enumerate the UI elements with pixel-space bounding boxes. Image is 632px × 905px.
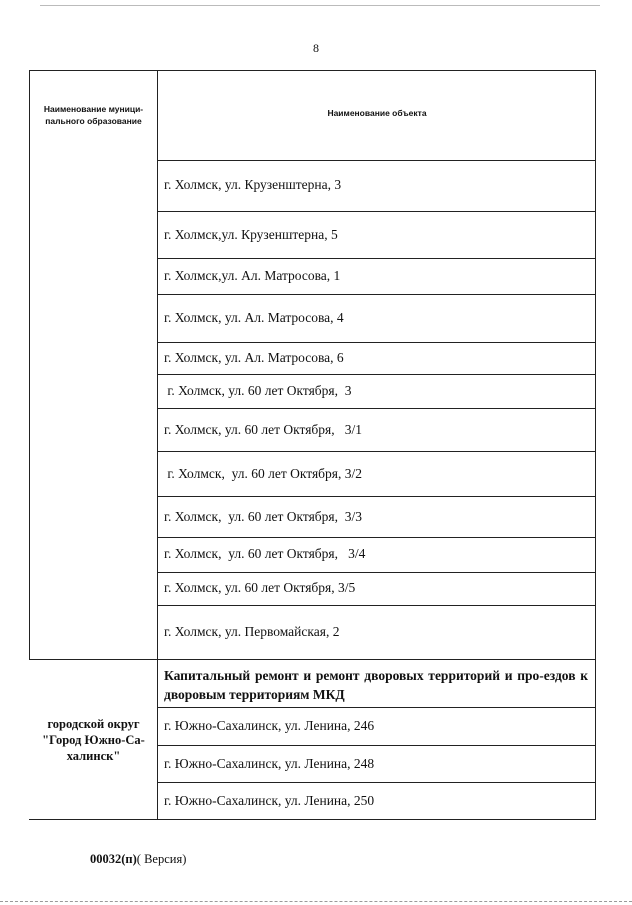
table-cell-object: г. Холмск, ул. 60 лет Октября, 3/3 [164, 509, 362, 524]
table-cell-object: г. Холмск, ул. 60 лет Октября, 3/2 [164, 466, 362, 481]
row-line [157, 496, 596, 497]
table-cell-object: г. Холмск, ул. Ал. Матросова, 6 [164, 350, 344, 365]
row-line [157, 451, 596, 452]
table-cell-object: г. Холмск, ул. Первомайская, 2 [164, 624, 340, 639]
table-cell-object: г. Холмск, ул. 60 лет Октября, 3 [164, 383, 352, 398]
row-line [157, 782, 596, 783]
header-object: Наименование объекта [327, 108, 427, 118]
table-cell-object: г. Южно-Сахалинск, ул. Ленина, 248 [164, 756, 375, 771]
table-top-border [29, 70, 596, 71]
municipality-name: городской округ "Город Южно-Са-халинск" [42, 717, 145, 763]
document-code [90, 852, 186, 867]
header-municipality: Наименование муници-пального образование [43, 104, 144, 126]
row-line [157, 537, 596, 538]
table-cell-object: г. Холмск, ул. 60 лет Октября, 3/1 [164, 422, 362, 437]
document-version: ( Версия) [136, 852, 187, 866]
section-heading: Капитальный ремонт и ремонт дворовых территорий и про-ездов к дворовым территориям МКД [164, 668, 588, 702]
bottom-rule [0, 901, 632, 902]
table-left-border [29, 70, 30, 660]
row-line [157, 572, 596, 573]
table-cell-object: г. Южно-Сахалинск, ул. Ленина, 246 [164, 718, 375, 733]
table-cell-object: г. Холмск, ул. Крузенштерна, 3 [164, 177, 342, 192]
row-line [157, 707, 596, 708]
top-rule [40, 5, 600, 6]
document-number: 00032(п) [90, 852, 137, 866]
table-cell-object: г. Холмск, ул. 60 лет Октября, 3/4 [164, 546, 366, 561]
row-line [157, 408, 596, 409]
table-bottom-border [29, 819, 596, 820]
table-cell-object: г. Южно-Сахалинск, ул. Ленина, 250 [164, 793, 375, 808]
row-line [157, 745, 596, 746]
row-line [157, 160, 596, 161]
row-line [157, 211, 596, 212]
table-cell-object: г. Холмск,ул. Крузенштерна, 5 [164, 227, 338, 242]
row-line [157, 258, 596, 259]
row-line [29, 659, 596, 660]
page-number: 8 [313, 41, 319, 55]
row-line [157, 605, 596, 606]
row-line [157, 294, 596, 295]
table-cell-object: г. Холмск, ул. 60 лет Октября, 3/5 [164, 580, 356, 595]
table-cell-object: г. Холмск,ул. Ал. Матросова, 1 [164, 268, 341, 283]
table-cell-object: г. Холмск, ул. Ал. Матросова, 4 [164, 310, 344, 325]
row-line [157, 342, 596, 343]
row-line [157, 374, 596, 375]
